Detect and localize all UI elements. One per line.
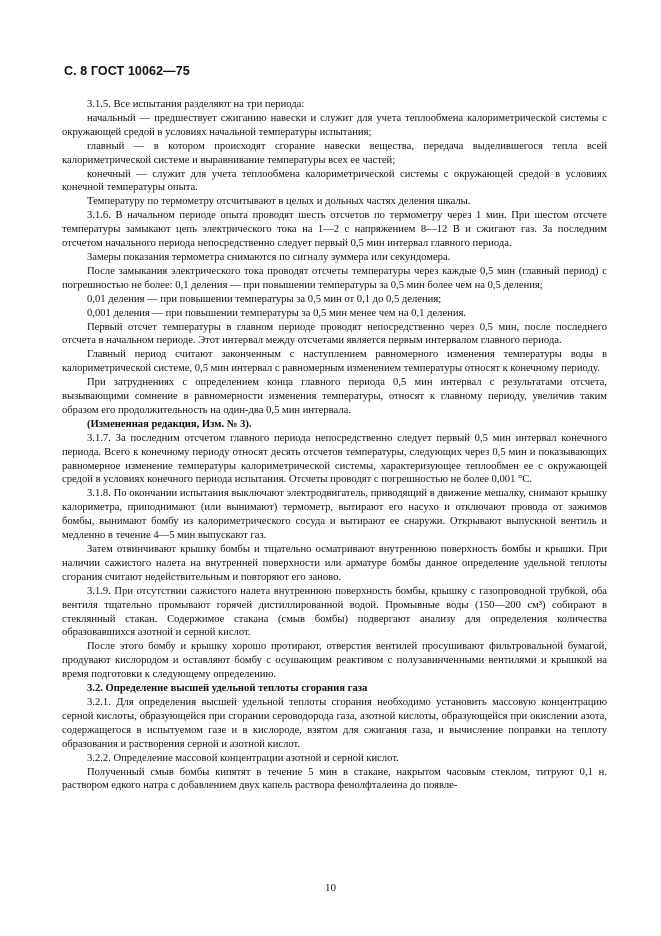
- paragraph: Затем отвинчивают крышку бомбы и тщательно осматривают внутреннюю поверхность бомбы и крышки. При наличии сажистого налета на внутренней поверхности или арматуре бомбы данное определение удельной теплоты сгорания считают недействительным и повторяют его заново.: [62, 544, 607, 583]
- paragraph: 0,01 деления — при повышении температуры за 0,5 мин от 0,1 до 0,5 деления;: [87, 293, 442, 305]
- paragraph: 3.1.6. В начальном периоде опыта проводят шесть отсчетов по термометру через 1 мин. При шестом отсчете температуры замыкают цепь электрического тока на 1—2 с напряжением 8—12 В и сжигают газ. За последним отсчетом начального периода непосредственно следует первый 0,5 мин интервал главного периода.: [62, 210, 607, 250]
- paragraph: 3.1.5. Все испытания разделяют на три периода:: [87, 99, 305, 110]
- paragraph: 0,001 деления — при повышении температуры за 0,5 мин менее чем на 0,1 деления.: [87, 307, 467, 319]
- paragraph: При затруднениях с определением конца главного периода 0,5 мин интервал с результатами отсчета, вызывающими сомнение в равномерности изменения температуры, относят к главному периоду, увеличив таким образом его продолжительность на один-два 0,5 мин интервала.: [62, 377, 607, 416]
- paragraph: Замеры показания термометра снимаются по сигналу зуммера или секундомера.: [87, 251, 451, 263]
- paragraph: 3.1.8. По окончании испытания выключают электродвигатель, приводящий в движение мешалку, снимают крышку калориметра, приподнимают (или вынимают) термометр, вытирают его насухо и отключают провода от зажимов бомбы, вынимают бомбу из калориметрического сосуда и вытирают ее снаружи. Открывают выпускной вентиль и медленно в течение 4—5 мин выпускают газ.: [62, 488, 607, 542]
- revision-note: (Измененная редакция, Изм. № 3).: [87, 418, 252, 430]
- paragraph: 3.2.1. Для определения высшей удельной теплоты сгорания необходимо установить массовую концентрацию серной кислоты, образующейся при сгорании сероводорода газа, азотной кислоты, образующейся при окислении азота, содержащегося в испытуемом газе и в кислороде, взятом для сжигания газа, и вычисление поправки на теплоту образования и растворения серной и азотной кислот.: [62, 696, 607, 750]
- page-header: С. 8 ГОСТ 10062—75: [64, 64, 190, 78]
- paragraph: главный — в котором происходят сгорание навески вещества, передача выделившегося тепла всей калориметрической системе и выравнивание температуры всех ее частей;: [62, 140, 607, 166]
- paragraph: После замыкания электрического тока проводят отсчеты температуры через каждые 0,5 мин (главный период) с погрешностью не более: 0,1 деления — при повышении температуры за 0,5 мин более чем на 0,5 деления;: [62, 265, 607, 291]
- paragraph: 3.1.9. При отсутствии сажистого налета внутреннюю поверхность бомбы, крышку с газопроводной трубкой, оба вентиля тщательно промывают горячей дистиллированной водой. Промывные воды (150—200 см³) собирают в стеклянный стакан. Содержимое стакана (смыв бомбы) подвергают анализу для определения количества образовавшихся азотной и серной кислот.: [62, 585, 607, 639]
- section-heading: 3.2. Определение высшей удельной теплоты сгорания газа: [87, 683, 368, 695]
- document-body: [62, 98, 607, 793]
- paragraph: Полученный смыв бомбы кипятят в течение 5 мин в стакане, накрытом часовым стеклом, титруют 0,1 н. раствором едкого натра с добавлением двух капель раствора фенолфталеина до появле-: [62, 766, 607, 792]
- paragraph: Главный период считают законченным с наступлением равномерного изменения температуры воды в калориметрической системе, 0,5 мин интервал с равномерным изменением температуры относят к конечному периоду.: [62, 349, 607, 375]
- paragraph: 3.2.2. Определение массовой концентрации азотной и серной кислот.: [87, 752, 399, 764]
- paragraph: начальный — предшествует сжиганию навески и служит для учета теплообмена калориметрической системы с окружающей средой в условиях начальной температуры испытания;: [62, 112, 607, 138]
- paragraph: Первый отсчет температуры в главном периоде проводят непосредственно через 0,5 мин, после последнего отсчета в начальном периоде. Этот интервал между отсчетами является первым интервалом главного периода.: [62, 321, 607, 347]
- paragraph: 3.1.7. За последним отсчетом главного периода непосредственно следует первый 0,5 мин интервал конечного периода. Всего к конечному периоду относят десять отсчетов температуры, следующих через 0,5 мин и показывающих равномерное изменение температуры калориметрической системы, характеризующее теплообмен ее с окружающей средой в условиях конечного периода испытания. Отсчеты проводят с погрешностью не более 0,001 °С.: [62, 432, 607, 486]
- paragraph: конечный — служит для учета теплообмена калориметрической системы с окружающей средой в условиях конечной температуры опыта.: [62, 168, 607, 194]
- paragraph: Температуру по термометру отсчитывают в целых и дольных частях деления шкалы.: [87, 196, 471, 208]
- paragraph: После этого бомбу и крышку хорошо протирают, отверстия вентилей просушивают фильтровальной бумагой, продувают кислородом и оставляют бомбу с осушающим реактивом с полузавинченными вентилями и крышкой на время подготовки к следующему определению.: [62, 641, 607, 681]
- page-number: 10: [325, 882, 336, 894]
